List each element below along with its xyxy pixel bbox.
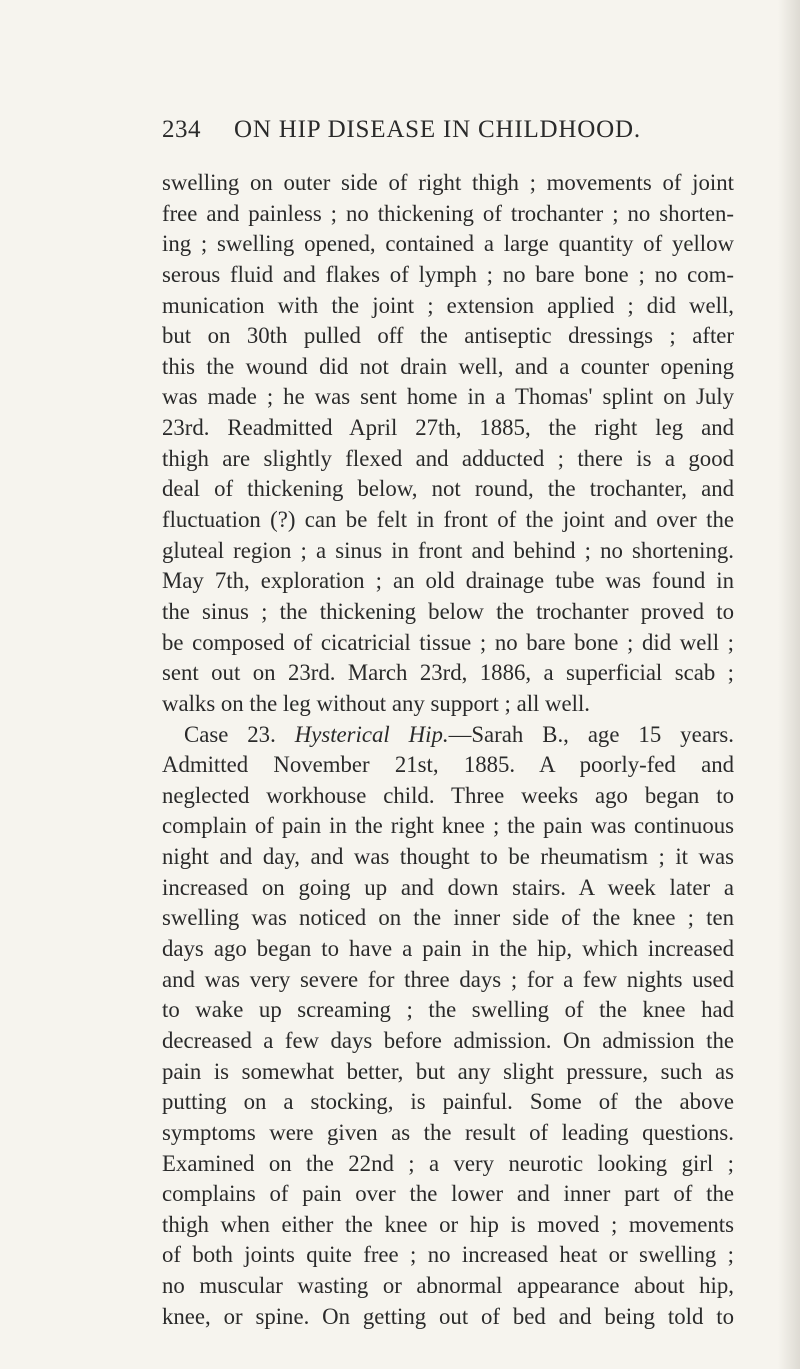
text-line: night and day, and was thought to be rheumatism ; it was <box>162 844 734 870</box>
text-line: Admitted November 21st, 1885. A poorly-fed and <box>162 752 734 778</box>
text-line: swelling was noticed on the inner side of the knee ; ten <box>162 905 734 931</box>
text-line: symptoms were given as the result of leading questions. <box>162 1119 734 1145</box>
case-heading <box>162 720 734 751</box>
body-text <box>162 168 734 1332</box>
text-line: thigh are slightly flexed and adducted ; there is a good <box>162 445 734 471</box>
text-line: gluteal region ; a sinus in front and behind ; no shortening. <box>162 537 734 563</box>
text-line: serous fluid and flakes of lymph ; no bare bone ; no com- <box>162 261 734 287</box>
text-line: thigh when either the knee or hip is moved ; movements <box>162 1211 734 1237</box>
text-line: Examined on the 22nd ; a very neurotic looking girl ; <box>162 1150 734 1176</box>
text-line: deal of thickening below, not round, the trochanter, and <box>162 476 734 502</box>
text-line: free and painless ; no thickening of trochanter ; no shorten- <box>162 200 734 226</box>
text-line: 23rd. Readmitted April 27th, 1885, the right leg and <box>162 415 734 441</box>
text-line: ing ; swelling opened, contained a large quantity of yellow <box>162 231 734 257</box>
text-line: walks on the leg without any support ; all well. <box>162 690 591 716</box>
text-line: sent out on 23rd. March 23rd, 1886, a superficial scab ; <box>162 660 734 686</box>
text-line: complain of pain in the right knee ; the pain was continuous <box>162 813 734 839</box>
text-line: fluctuation (?) can be felt in front of the joint and over the <box>162 507 734 533</box>
text-line: munication with the joint ; extension applied ; did well, <box>162 292 734 318</box>
text-line: be composed of cicatricial tissue ; no bare bone ; did well ; <box>162 629 734 655</box>
text-line: to wake up screaming ; the swelling of the knee had <box>162 997 734 1023</box>
text-line: and was very severe for three days ; for a few nights used <box>162 966 734 992</box>
text-line: putting on a stocking, is painful. Some of the above <box>162 1089 734 1115</box>
text-line: but on 30th pulled off the antiseptic dressings ; after <box>162 323 734 349</box>
text-line: the sinus ; the thickening below the trochanter proved to <box>162 598 734 624</box>
case-title: Hysterical Hip. <box>294 721 449 747</box>
text-line: decreased a few days before admission. On admission the <box>162 1027 734 1053</box>
text-line: May 7th, exploration ; an old drainage tube was found in <box>162 568 734 594</box>
text-line: increased on going up and down stairs. A week later a <box>162 874 734 900</box>
text-line: neglected workhouse child. Three weeks ago began to <box>162 782 734 808</box>
text-line: knee, or spine. On getting out of bed and being told to <box>162 1303 734 1329</box>
text-line: no muscular wasting or abnormal appearance about hip, <box>162 1273 734 1299</box>
text-line: pain is somewhat better, but any slight pressure, such as <box>162 1058 734 1084</box>
case-heading-rest: —Sarah B., age 15 years. <box>448 721 734 747</box>
text-line: swelling on outer side of right thigh ; movements of joint <box>162 170 734 195</box>
page-edge-shadow <box>778 0 800 1369</box>
text-line: this the wound did not drain well, and a counter opening <box>162 353 734 379</box>
text-line: of both joints quite free ; no increased heat or swelling ; <box>162 1242 734 1268</box>
case-number: Case 23. <box>184 721 276 747</box>
page-number: 234 <box>162 116 201 143</box>
running-title: ON HIP DISEASE IN CHILDHOOD. <box>234 116 641 143</box>
text-line: was made ; he was sent home in a Thomas' splint on July <box>162 384 734 410</box>
text-line: complains of pain over the lower and inner part of the <box>162 1181 734 1207</box>
text-line: days ago began to have a pain in the hip, which increased <box>162 936 734 962</box>
